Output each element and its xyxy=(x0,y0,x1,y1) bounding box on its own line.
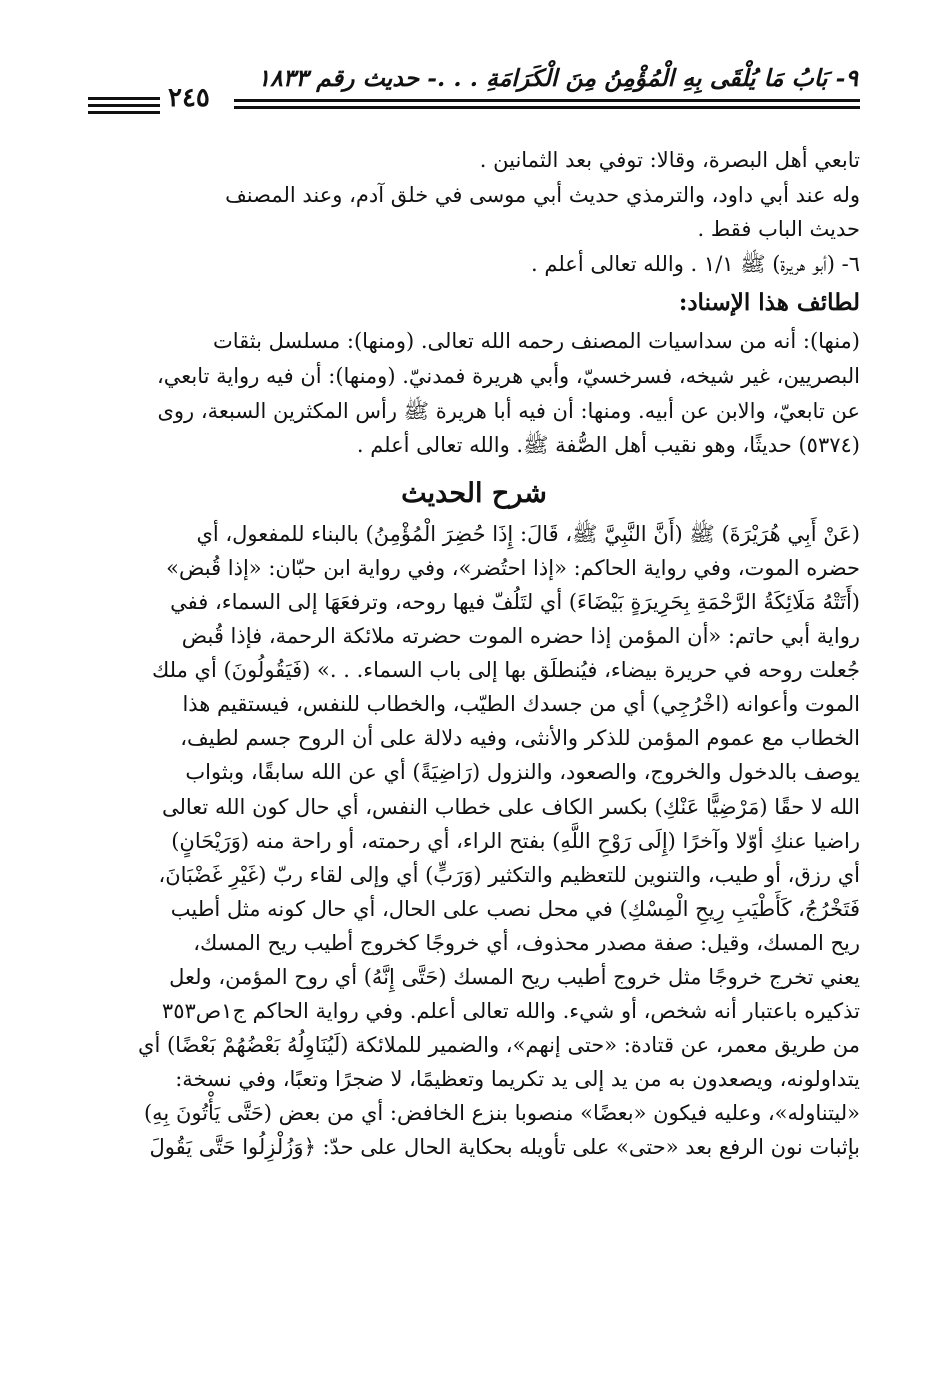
text-line: حضره الموت، وفي رواية الحاكم: «إذا احتُضر»، وفي رواية ابن حبّان: «إذا قُبض» xyxy=(166,555,860,580)
text-line: الله لا حقًا (مَرْضِيًّا عَنْكِ) بكسر الكاف على خطاب النفس، أي حال كون الله تعالى xyxy=(162,794,860,819)
chapter-title: ٩- بَابُ مَا يُلْقَى بِهِ الْمُؤْمِنُ مِنَ الْكَرَامَةِ . . .- حديث رقم ١٨٣٣ xyxy=(257,64,858,92)
header-rule xyxy=(88,104,160,107)
sharh-title: شرح الحديث xyxy=(401,477,547,509)
text-line: ٦- (أبو هريرة) ﷺ ١/١ . والله تعالى أعلم . xyxy=(531,251,860,276)
text-line: أي رزق، أو طيب، والتنوين للتعظيم والتكثير (وَرَبٍّ) أي وإلى لقاء ربّ (غَيْرِ غَضْبَانَ، xyxy=(158,862,860,887)
page-body xyxy=(88,143,860,1165)
text-line: فَتَخْرُجُ، كَأَطْيَبِ رِيحِ الْمِسْكِ) في محل نصب على الحال، أي حال كونه مثل أطيب xyxy=(170,896,860,921)
text-line: جُعلت روحه في حريرة بيضاء، فيُنطلَق بها إلى باب السماء. . .» (فَيَقُولُونَ) أي ملك xyxy=(151,658,860,683)
header-rule xyxy=(234,106,860,109)
text-line: تابعي أهل البصرة، وقالا: توفي بعد الثمانين . xyxy=(479,148,860,172)
text-line: بإثبات نون الرفع بعد «حتى» على تأويله بحكاية الحال على حدّ: ﴿وَزُلْزِلُوا حَتَّى يَقُولَ xyxy=(149,1135,860,1160)
text-line: تذكيره باعتبار أنه شخص، أو شيء. والله تعالى أعلم. وفي رواية الحاكم ج١ص٣٥٣ xyxy=(161,999,860,1024)
text-line: وله عند أبي داود، والترمذي حديث أبي موسى في خلق آدم، وعند المصنف xyxy=(225,182,860,207)
text-line: ريح المسك، وقيل: صفة مصدر محذوف، أي خروجًا كخروج أطيب ريح المسك، xyxy=(193,930,860,955)
text-line: «ليتناوله»، وعليه فيكون «بعضًا» منصوبا بنزع الخافض: أي من بعض (حَتَّى يَأْتُونَ بِهِ) xyxy=(143,1101,860,1126)
page-number: ٢٤٥ xyxy=(168,83,210,113)
book-page xyxy=(88,58,860,1358)
sharh-paragraph xyxy=(88,517,860,1165)
text-line: عن تابعيّ، والابن عن أبيه. ومنها: أن فيه أبا هريرة ﷺ رأس المكثرين السبعة، روى xyxy=(157,398,860,423)
text-line: رواية أبي حاتم: «أن المؤمن إذا حضره الموت حضرته ملائكة الرحمة، فإذا قُبض xyxy=(181,624,860,649)
text-line: من طريق معمر، عن قتادة: «حتى إنهم»، والضمير للملائكة (لَيُنَاوِلُهُ بَعْضُهُمْ بَعْضًا) أي xyxy=(138,1033,860,1058)
text-line: يتداولونه، ويصعدون به من يد إلى يد تكريما وتعظيمًا، لا ضجرًا وتعبًا، وفي نسخة: xyxy=(175,1067,860,1092)
text-line: يوصف بالدخول والخروج، والصعود، والنزول (رَاضِيَةً) أي عن الله سابقًا، وبثواب xyxy=(185,760,860,785)
text-line: راضيا عنكِ أوّلا وآخرًا (إِلَى رَوْحِ اللَّهِ) بفتح الراء، أي رحمته، أو راحة منه (وَرَيْحَانٍ) xyxy=(171,828,860,853)
text-line: (أَتَتْهُ مَلَائِكَةُ الرَّحْمَةِ بِحَرِيرَةٍ بَيْضَاءَ) أي لتَلُفّ فيها روحه، وترفعَهَا إلى السماء، ففي xyxy=(170,589,860,614)
header-rule xyxy=(88,111,160,114)
lataif-heading: لطائف هذا الإسناد: xyxy=(678,289,860,317)
text-line: البصريين، غير شيخه، فسرخسيّ، وأبي هريرة فمدنيّ. (ومنها): أن فيه رواية تابعي، xyxy=(156,363,860,388)
text-line: (عَنْ أَبِي هُرَيْرَةَ) ﷺ (أَنَّ النَّبِيَّ ﷺ، قَالَ: إِذَا حُضِرَ الْمُؤْمِنُ) بالبناء للمفعول، أي xyxy=(196,521,860,546)
text-line: (٥٣٧٤) حديثًا، وهو نقيب أهل الصُّفة ﷺ. والله تعالى أعلم . xyxy=(356,433,860,458)
header-rule xyxy=(88,97,160,100)
text-line: الخطاب مع عموم المؤمن للذكر والأنثى، وفيه دلالة على أن الروح جسم لطيف، xyxy=(180,726,860,751)
header-rule xyxy=(234,99,860,102)
text-line: الموت وأعوانه (اخْرُجِي) أي من جسدك الطيّب، والخطاب للنفس، فيستقيم هذا xyxy=(182,692,860,717)
running-header xyxy=(88,58,860,118)
text-line: يعني تخرج خروجًا مثل خروج أطيب ريح المسك (حَتَّى إِنَّهُ) أي روح المؤمن، ولعل xyxy=(169,964,860,989)
intro-paragraph xyxy=(88,143,860,281)
text-line: (منها): أنه من سداسيات المصنف رحمه الله تعالى. (ومنها): مسلسل بثقات xyxy=(213,329,860,354)
text-line: حديث الباب فقط . xyxy=(697,217,860,242)
lataif-paragraph xyxy=(88,324,860,462)
